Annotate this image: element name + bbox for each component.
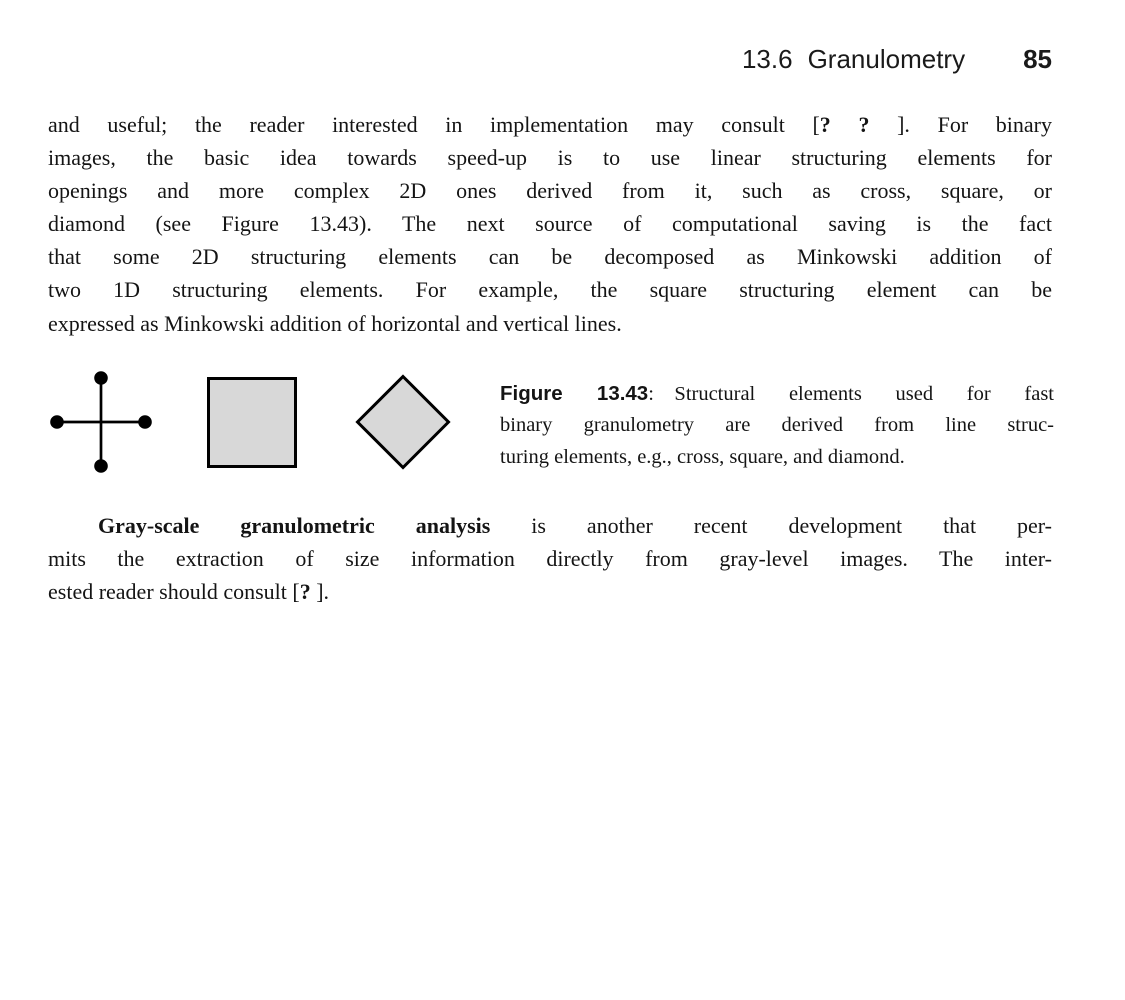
text-line	[48, 307, 1052, 340]
text-segment: images, the basic idea towards speed-up is to use linear structuring elements for	[48, 145, 1052, 171]
text-segment: ].	[310, 579, 330, 605]
text-segment: ]. For binary	[869, 112, 1052, 137]
text-segment: ? ?	[819, 112, 870, 137]
text-segment: openings and more complex 2D ones derived from it, such as cross, square, or	[48, 178, 1052, 204]
text-line	[48, 141, 1052, 174]
section-title: Granulometry	[807, 44, 966, 74]
text-segment: Figure 13.43	[500, 382, 649, 405]
paragraph-grayscale-granulometry	[48, 509, 1052, 608]
text-segment: diamond (see Figure 13.43). The next source of computational saving is the fact	[48, 211, 1052, 237]
figure-13-43	[48, 368, 1052, 480]
text-line	[48, 509, 1052, 542]
text-segment: two 1D structuring elements. For example, the square structuring element can be	[48, 277, 1052, 303]
text-segment: and useful; the reader interested in implementation may consult [	[48, 112, 820, 137]
section-number: 13.6	[741, 44, 793, 74]
text-line	[48, 273, 1052, 306]
text-line	[48, 575, 1052, 608]
text-segment: ?	[299, 579, 311, 605]
text-segment: Gray-scale granulometric analysis	[98, 513, 491, 538]
text-line	[500, 442, 1054, 473]
text-segment: that some 2D structuring elements can be decomposed as Minkowski addition of	[48, 244, 1052, 270]
page-header	[48, 44, 1052, 74]
text-segment: expressed as Minkowski addition of horizontal and vertical lines.	[48, 310, 622, 336]
text-segment: turing elements, e.g., cross, square, and diamond.	[500, 445, 905, 468]
text-segment: ested reader should consult [	[48, 579, 300, 605]
text-line	[48, 174, 1052, 207]
paragraph-implementation	[48, 108, 1052, 340]
text-segment: binary granulometry are derived from line struc-	[500, 414, 1054, 437]
text-segment: mits the extraction of size information directly from gray-level images. The inter-	[48, 546, 1052, 572]
text-line	[48, 108, 1052, 141]
text-line	[48, 542, 1052, 575]
text-line	[48, 240, 1052, 273]
page-number: 85	[1023, 44, 1052, 74]
text-line	[500, 410, 1054, 441]
text-segment: is another recent development that per-	[490, 513, 1052, 538]
square-shape	[207, 377, 297, 468]
text-line	[500, 378, 1054, 410]
text-segment: : Structural elements used for fast	[648, 383, 1054, 405]
text-line	[48, 207, 1052, 240]
cross-shape	[48, 368, 154, 476]
figure-caption	[500, 378, 1054, 473]
diamond-shape	[349, 368, 457, 476]
